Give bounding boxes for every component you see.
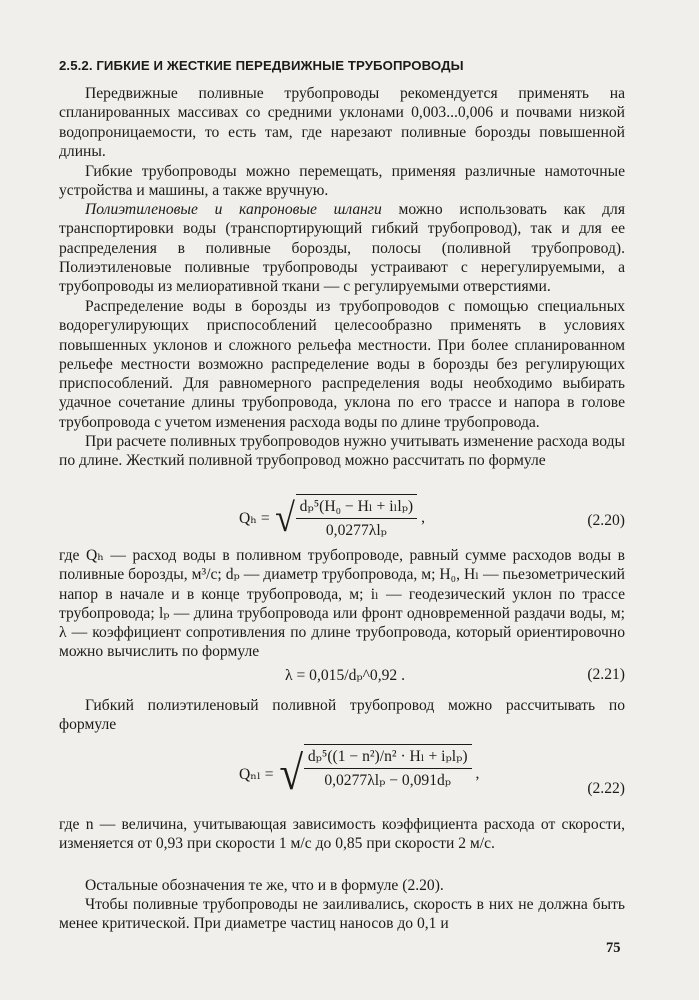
paragraph-10: Чтобы поливные трубопроводы не заиливались, скорость в них не должна быть менее критической. При диаметре частиц наносов до 0,1 и: [59, 896, 625, 933]
formula-2-22-comma: ,: [475, 765, 480, 782]
formula-2-20-fraction: [296, 497, 417, 540]
formula-2-20: [59, 494, 625, 554]
formula-2-22-sqrt: √ $\frac{\text{dₚ⁵((1 − n²)/n² · Hₗ + iₚlₚ)}}{\text{0,0277λlₚ − 0,091dₚ}}$: [278, 744, 472, 804]
equation-number-2-22: (2.22): [587, 780, 625, 797]
formula-2-22-numerator: dₚ⁵((1 − n²)/n² · Hₗ + iₚlₚ): [304, 747, 472, 769]
paragraph-9: Остальные обозначения те же, что и в формуле (2.20).: [85, 877, 444, 894]
paragraph-3-italic-term: Полиэтиленовые и капроновые шланги: [85, 201, 382, 218]
formula-2-22: [59, 744, 625, 814]
formula-2-20-lhs: Qₕ =: [239, 509, 270, 527]
paragraph-6: где Qₕ — расход воды в поливном трубопроводе, равный сумме расходов воды в поливные борозды, м³/с; dₚ — диаметр трубопровода, м; H₀, Hₗ — пьезометрический напор в начале и в конце трубопровода, м; iₗ — геодезический уклон по трассе трубопровода; lₚ — длина трубопровода или фронт одновременной раздачи воды, м; λ — коэффициент сопротивления по длине трубопровода, который ориентировочно можно вычислить по формуле: [59, 547, 625, 661]
formula-2-22-fraction: [304, 747, 472, 790]
formula-2-21: [59, 664, 625, 690]
paragraph-8: где n — величина, учитывающая зависимость коэффициента расхода от скорости, изменяется от 0,93 при скорости 1 м/с до 0,85 при скорости 2 м/с.: [59, 816, 625, 853]
formula-2-20-comma: ,: [421, 509, 426, 526]
paragraph-1: Передвижные поливные трубопроводы рекомендуется применять на спланированных массивах со средними уклонами 0,003...0,006 и почвами низкой водопроницаемости, то есть там, где нарезают поливные борозды повышенной длины.: [59, 85, 625, 160]
paragraph-5: При расчете поливных трубопроводов нужно учитывать изменение расхода воды по длине. Жесткий поливной трубопровод можно рассчитать по формуле: [59, 433, 625, 470]
formula-2-22-lhs: Qₙₗ =: [239, 765, 274, 783]
formula-2-20-sqrt: √ $\frac{\text{dₚ⁵(H₀ − Hₗ + iₗlₚ)}}{\text{0,0277λlₚ}}$: [274, 494, 417, 542]
paragraph-2: Гибкие трубопроводы можно перемещать, применяя различные намоточные устройства и машины, а также вручную.: [59, 163, 625, 200]
equation-number-2-20: (2.20): [587, 512, 625, 529]
paragraph-3-text: можно использовать как для транспортировки воды (транспортирующий гибкий трубопровод), так и для ее распределения в поливные борозды, полосы (поливной трубопровод). Полиэтиленовые поливные трубопроводы устраивают с нерегулируемыми, а трубопроводы из мелиоративной ткани — с регулируемыми отверстиями.: [59, 201, 626, 296]
paragraph-7: Гибкий полиэтиленовый поливной трубопровод можно рассчитывать по формуле: [59, 697, 625, 734]
formula-2-21-expression: λ = 0,015/dₚ^0,92 .: [285, 667, 406, 684]
formula-2-22-denominator: 0,0277λlₚ − 0,091dₚ: [324, 772, 452, 789]
equation-number-2-21: (2.21): [587, 666, 625, 683]
formula-2-20-numerator: dₚ⁵(H₀ − Hₗ + iₗlₚ): [296, 497, 417, 519]
paragraph-3: [59, 200, 625, 296]
page-number: 75: [606, 940, 621, 956]
formula-2-20-denominator: 0,0277λlₚ: [325, 522, 387, 539]
section-heading: 2.5.2. ГИБКИЕ И ЖЕСТКИЕ ПЕРЕДВИЖНЫЕ ТРУБОПРОВОДЫ: [59, 58, 464, 73]
paragraph-4: Распределение воды в борозды из трубопроводов с помощью специальных водорегулирующих приспособлений целесообразно применять в условиях повышенных уклонов и сложного рельефа местности. При более спланированном рельефе местности возможно распределение воды в борозды без регулирующих приспособлений. Для равномерного распределения воды необходимо выбирать удачное сочетание длины трубопровода, уклона по его трассе и напора в голове трубопровода с учетом изменения расхода воды по длине трубопровода.: [59, 298, 625, 431]
